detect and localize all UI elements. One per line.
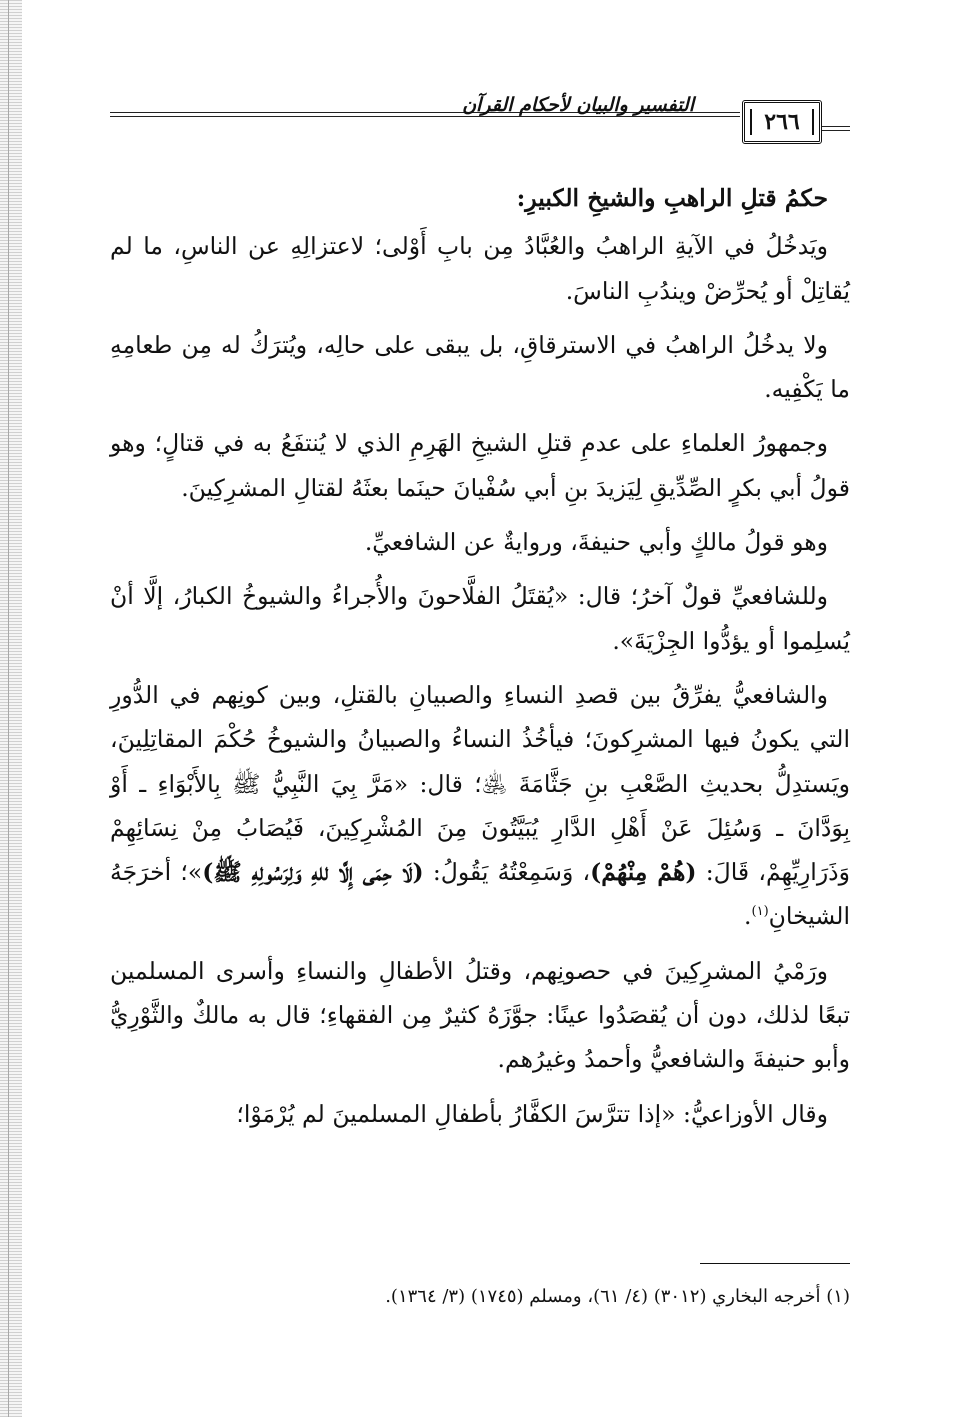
footnote-ref: (١): [751, 904, 769, 920]
paragraph-8: وقال الأوزاعيُّ: «إذا تترَّسَ الكفَّارُ بأطفالِ المسلمينَ لم يُرْمَوْا؛: [236, 1099, 828, 1128]
page-number-box: [742, 100, 822, 144]
running-title: التفسير والبيان لأحكام القرآن: [462, 94, 694, 116]
paragraph-3: وجمهورُ العلماءِ على عدمِ قتلِ الشيخِ الهَرِمِ الذي لا يُنتفَعُ به في قتالٍ؛ وهو قولُ أبي بكرٍ الصِّدِّيقِ لِيَزيدَ بنِ أبي سُفْيانَ حينَما بعثَهُ لقتالِ المشرِكِينَ.: [110, 429, 850, 502]
paragraph-7: ورَمْيُ المشرِكِينَ في حصونِهم، وقتلُ الأطفالِ والنساءِ وأسرى المسلمين تبعًا لذلك، دون أن يُقصَدُوا عينًا: جوَّزَهُ كثيرٌ مِن الفقهاءِ؛ قال به مالكٌ والثَّوْرِيُّ وأبو حنيفةَ والشافعيُّ وأحمدُ وغيرُهم.: [110, 956, 850, 1074]
main-text: [110, 176, 850, 1146]
hadith-text: والشافعيُّ يفرِّقُ بين قصدِ النساءِ والصبيانِ بالقتلِ، وبين كونِهم في الدُّورِ التي يكونُ فيها المشرِكونَ؛ فيأخُذُ النساءُ والصبيانُ والشيوخُ حُكْمَ المقاتِلِينَ، ويَستدِلُّ بحديثِ الصَّعْبِ بنِ جَثَّامَةَ ﵁؛ قال: «مَرَّ بِيَ النَّبِيُّ ﷺ بِالأَبْوَاءِ ـ أَوْ بِوَدَّانَ ـ وَسُئِلَ عَنْ أَهْلِ الدَّارِ يُبَيَّتُونَ مِنَ المُشْرِكِينَ، فَيُصَابُ مِنْ نِسَائِهِمْ وَذَرَارِيِّهِمْ، قَالَ:: [110, 680, 850, 887]
paragraph-4: وهو قولُ مالكٍ وأبي حنيفةَ، وروايةٌ عن الشافعيِّ.: [364, 528, 828, 557]
hadith-quote-2: (لَا حِمَى إِلَّا للهِ وَلِرَسُولِهِ ﷺ): [202, 858, 424, 887]
paragraph-2: ولا يدخُلُ الراهبُ في الاسترقاقِ، بل يبقى على حالِه، ويُترَكُ له مِن طعامِهِ ما يَكْفِيه.: [110, 330, 850, 404]
footnote-divider: [700, 1263, 850, 1264]
section-heading: حكمُ قتلِ الراهبِ والشيخِ الكبيرِ:: [516, 184, 828, 212]
hadith-text-mid: ، وَسَمِعْتُهُ يَقُولُ:: [423, 858, 591, 887]
paragraph-5: وللشافعيِّ قولٌ آخرُ؛ قال: «يُقتَلُ الفلَّاحونَ والأُجراءُ والشيوخُ الكبارُ، إلَّا أنْ يُسلِموا أو يؤدُّوا الجِزْيَةَ».: [110, 582, 850, 655]
paragraph-6: والشافعيُّ يفرِّقُ بين قصدِ النساءِ والصبيانِ بالقتلِ، وبين كونِهم في الدُّورِ التي يكونُ فيها المشرِكونَ؛ فيأخُذُ النساءُ والصبيانُ والشيوخُ حُكْمَ المقاتِلِينَ، ويَستدِلُّ بحديثِ الصَّعْبِ بنِ جَثَّامَةَ ﵁؛ قال: «مَرَّ بِيَ النَّبِيُّ ﷺ بِالأَبْوَاءِ ـ أَوْ بِوَدَّانَ ـ وَسُئِلَ عَنْ أَهْلِ الدَّارِ يُبَيَّتُونَ مِنَ المُشْرِكِينَ، فَيُصَابُ مِنْ نِسَائِهِمْ وَذَرَارِيِّهِمْ، قَالَ: (هُمْ مِنْهُمْ)، وَسَمِعْتُهُ يَقُولُ: (لَا حِمَى إِلَّا للهِ وَلِرَسُولِهِ ﷺ)»؛ أخرَجَهُ الشيخانِ$^{(١)}$.: [110, 680, 850, 931]
hadith-quote-1: (هُمْ مِنْهُمْ): [590, 858, 697, 887]
hadith-source: »؛ أخرَجَهُ الشيخانِ: [110, 858, 850, 931]
footnote: (١) أخرجه البخاري (٣٠١٢) (٤/ ٦١)، ومسلم (١٧٤٥) (٣/ ١٣٦٤).: [385, 1286, 850, 1307]
page-number: ٢٦٦: [764, 109, 800, 135]
page-header: [110, 94, 850, 150]
paragraph-1: ويَدخُلُ في الآيةِ الراهبُ والعُبَّادُ مِن بابِ أَوْلى؛ لاعتزالِهِ عن الناسِ، ما لم يُقاتِلْ أو يُحرِّضْ ويندُبِ الناسَ.: [110, 232, 850, 305]
header-rule-right: [822, 126, 850, 131]
scan-edge-artifact: [0, 0, 22, 1417]
